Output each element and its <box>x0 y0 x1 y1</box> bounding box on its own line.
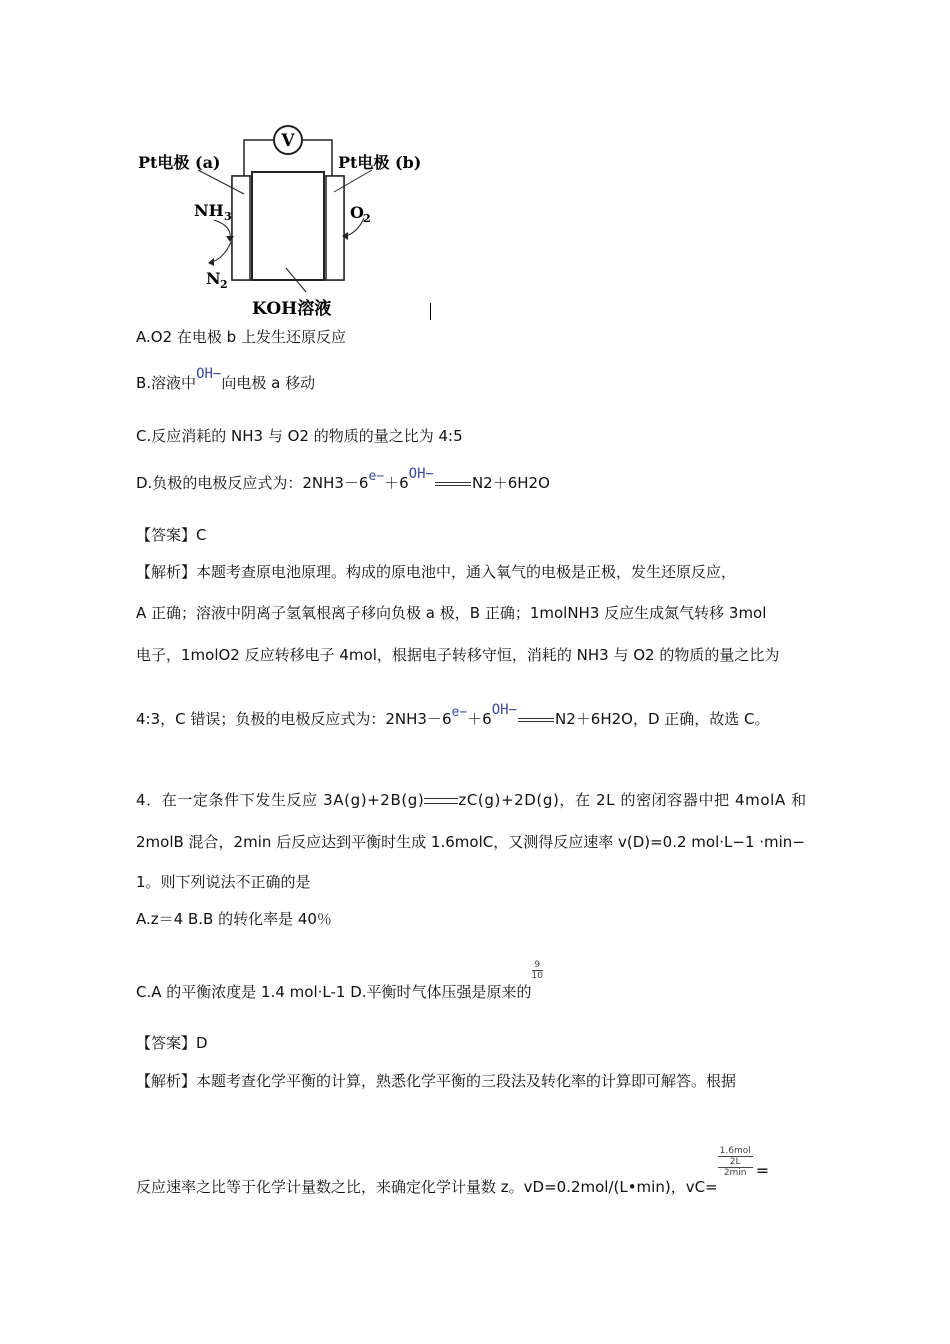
q3-explanation-line1: 【解析】本题考查原电池原理。构成的原电池中，通入氧气的电极是正极，发生还原反应， <box>136 563 737 581</box>
q3-answer: 【答案】C <box>136 526 207 544</box>
electron-formula: e− <box>451 705 468 720</box>
q3-option-d: D.负极的电极反应式为：2NH3－6e−＋6OH− N2＋6H2O <box>136 466 550 492</box>
q4-explanation-line2: 反应速率之比等于化学计量数之比，来确定化学计量数 z。vD=0.2mol/(L•min)，vC= 1.6mol 2L 2min = <box>136 1146 770 1196</box>
o2-label: O <box>350 203 364 222</box>
equilibrium-arrow-icon <box>424 797 458 805</box>
fuel-cell-svg <box>136 120 446 325</box>
electrode-a-label: Pt电极 (a) <box>138 153 221 172</box>
q3-option-c: C.反应消耗的 NH3 与 O2 的物质的量之比为 4:5 <box>136 427 463 445</box>
q4-options-cd: C.A 的平衡浓度是 1.4 mol·L-1 D.平衡时气体压强是原来的 $\frac{9}{10}$ <box>136 960 543 1001</box>
q4-stem-line3: 1。则下列说法不正确的是 <box>136 873 311 891</box>
q3-explanation-line3: 电子，1molO2 反应转移电子 4mol，根据电子转移守恒，消耗的 NH3 与 O2 的物质的量之比为 <box>136 646 780 664</box>
n2-subscript: 2 <box>220 278 228 291</box>
equals-double-line <box>435 482 471 486</box>
q3-option-b: B.溶液中OH−向电极 a 移动 <box>136 366 316 392</box>
vc-equals: = <box>755 1161 770 1180</box>
electrode-b-label: Pt电极 (b) <box>338 153 422 172</box>
voltmeter-label: V <box>281 131 295 151</box>
electron-formula: e− <box>368 469 385 484</box>
nine-tenths-fraction: $\frac{9}{10}$ <box>531 960 543 981</box>
q4-options-ab: A.z＝4 B.B 的转化率是 40％ <box>136 910 332 928</box>
nh3-label: NH <box>194 201 224 220</box>
q3-option-a: A.O2 在电极 b 上发生还原反应 <box>136 328 346 346</box>
n2-label: N <box>206 269 221 288</box>
q3-explanation-line2: A 正确；溶液中阴离子氢氧根离子移向负极 a 极，B 正确；1molNH3 反应生成氮气转移 3mol <box>136 604 767 622</box>
equals-double-line <box>518 718 554 722</box>
q4-answer: 【答案】D <box>136 1034 208 1052</box>
nh3-subscript: 3 <box>224 210 232 223</box>
hydroxide-formula: OH− <box>491 702 518 718</box>
o2-subscript: 2 <box>363 212 371 225</box>
hydroxide-formula: OH− <box>196 366 222 382</box>
q4-stem-line2: 2molB 混合，2min 后反应达到平衡时生成 1.6molC，又测得反应速率 v(D)=0.2 mol·L−1 ·min− <box>136 833 805 851</box>
q3-explanation-line4: 4:3，C 错误；负极的电极反应式为：2NH3－6e−＋6OH− N2＋6H2O，D 正确，故选 C。 <box>136 702 770 728</box>
hydroxide-formula: OH− <box>408 466 434 482</box>
text-cursor <box>430 303 431 320</box>
vc-fraction: 1.6mol 2L 2min <box>719 1146 751 1178</box>
q4-explanation-line1: 【解析】本题考查化学平衡的计算，熟悉化学平衡的三段法及转化率的计算即可解答。根据 <box>136 1072 737 1090</box>
fuel-cell-diagram <box>136 120 446 325</box>
q4-stem-line1: 4．在一定条件下发生反应 3A(g)+2B(g) zC(g)+2D(g)，在 2L 的密闭容器中把 4molA 和 <box>136 791 807 809</box>
koh-label: KOH溶液 <box>252 299 332 319</box>
